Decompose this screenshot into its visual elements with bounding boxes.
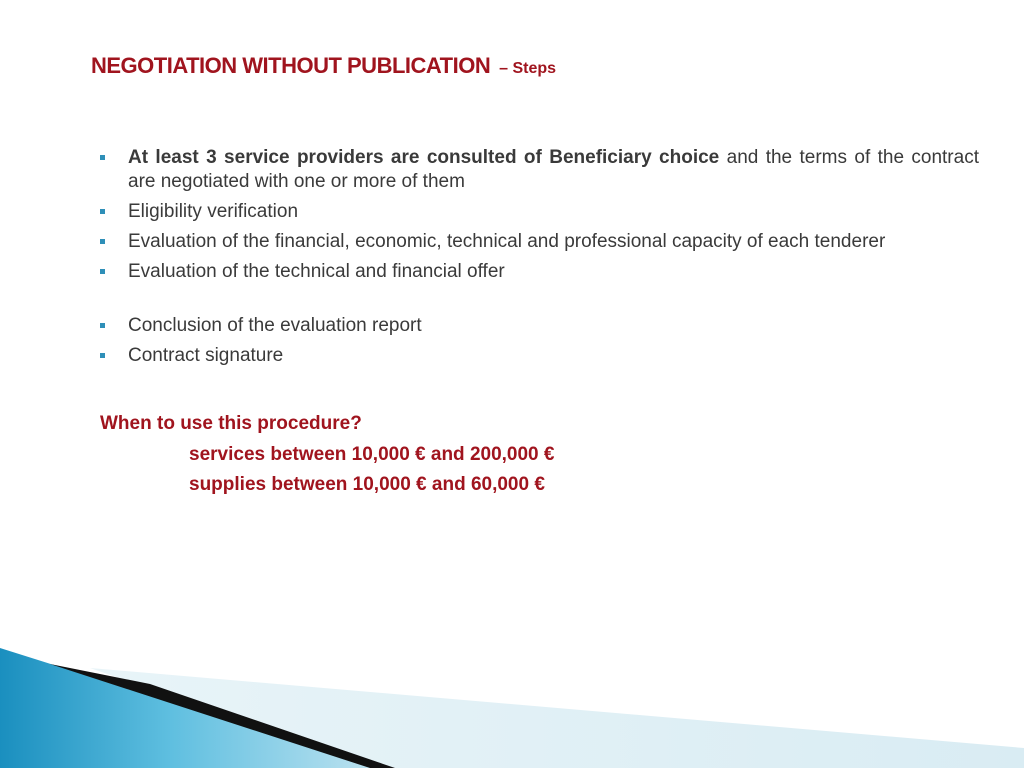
step-capacity-evaluation: Evaluation of the financial, economic, technical and professional capacity of each tenderer [128,231,886,252]
square-bullet-icon [100,209,105,214]
decorative-swoosh [0,640,1024,768]
step-eligibility: Eligibility verification [128,201,299,222]
step-consultation-bold: At least 3 service providers are consulted of Beneficiary choice [128,147,720,168]
step-evaluation-report: Conclusion of the evaluation report [128,315,422,336]
steps-list [100,146,979,374]
list-item [100,146,979,194]
step-contract-signature: Contract signature [128,345,284,366]
square-bullet-icon [100,323,105,328]
supplies-threshold: supplies between 10,000 € and 60,000 € [189,474,545,495]
square-bullet-icon [100,239,105,244]
slide-title-main: NEGOTIATION WITHOUT PUBLICATION [91,53,491,78]
list-item [100,200,979,224]
step-consultation [128,146,979,194]
square-bullet-icon [100,353,105,358]
step-consultation-rest: and the terms of the contract are negotiated with one or more of them [128,147,979,192]
when-heading: When to use this procedure? [100,413,362,434]
list-item [100,260,979,284]
square-bullet-icon [100,155,105,160]
services-threshold: services between 10,000 € and 200,000 € [189,444,555,465]
list-item [100,314,979,338]
slide-title-sub: – Steps [499,60,557,77]
square-bullet-icon [100,269,105,274]
step-offer-evaluation: Evaluation of the technical and financial offer [128,261,505,282]
list-item [100,344,979,368]
list-item [100,230,979,254]
slide-title [91,44,556,81]
